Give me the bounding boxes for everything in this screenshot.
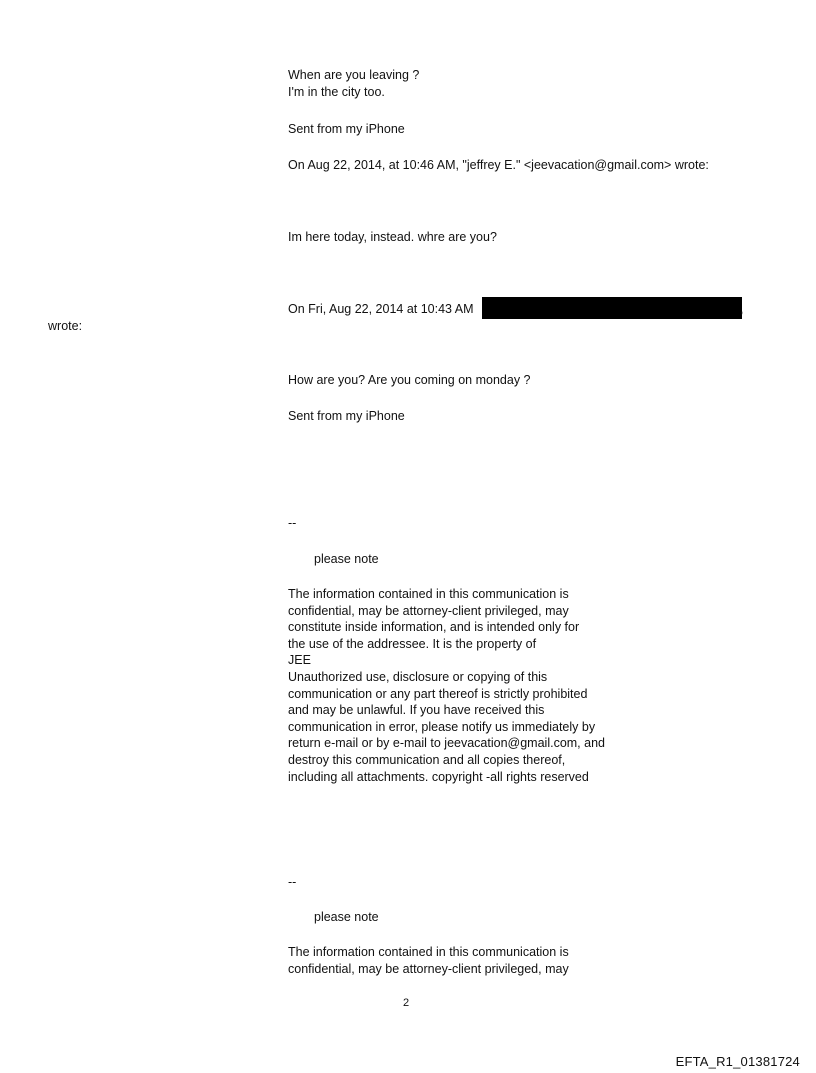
disclaimer-line: the use of the addressee. It is the property of: [288, 636, 537, 651]
disclaimer2-body: [288, 944, 668, 977]
reply-line-2: I'm in the city too.: [288, 85, 385, 99]
disclaimer-line: return e-mail or by e-mail to jeevacation@gmail.com, and: [288, 736, 605, 751]
disclaimer-line: confidential, may be attorney-client privileged, may: [288, 961, 569, 976]
disclaimer-line: and may be unlawful. If you have received this: [288, 703, 545, 718]
disclaimer-line: including all attachments. copyright -all rights reserved: [288, 769, 589, 784]
disclaimer2-note: please note: [314, 910, 379, 924]
redaction-block: [482, 297, 742, 319]
disclaimer1-separator: --: [288, 516, 297, 530]
disclaimer-line: constitute inside information, and is intended only for: [288, 620, 580, 635]
reply-line-1: When are you leaving ?: [288, 68, 420, 82]
disclaimer-line: destroy this communication and all copies thereof,: [288, 752, 566, 767]
disclaimer-line: confidential, may be attorney-client privileged, may: [288, 603, 569, 618]
disclaimer1-note: please note: [314, 552, 379, 566]
disclaimer-line: The information contained in this communication is: [288, 587, 569, 601]
disclaimer-line: JEE: [288, 653, 311, 668]
quote2-wrote: wrote:: [48, 319, 83, 333]
quote1-body: Im here today, instead. whre are you?: [288, 230, 497, 244]
quote2-body: How are you? Are you coming on monday ?: [288, 373, 531, 387]
reply-signature: Sent from my iPhone: [288, 122, 405, 136]
disclaimer2-separator: --: [288, 875, 297, 889]
disclaimer-line: Unauthorized use, disclosure or copying of this: [288, 669, 548, 684]
quote2-header-end: ,: [740, 302, 744, 316]
quote2-signature: Sent from my iPhone: [288, 409, 405, 423]
disclaimer-line: communication in error, please notify us immediately by: [288, 719, 596, 734]
quote2-header: On Fri, Aug 22, 2014 at 10:43 AM: [288, 302, 474, 316]
page-number: 2: [403, 997, 410, 1009]
disclaimer1-body: [288, 586, 668, 785]
disclaimer-line: The information contained in this communication is: [288, 945, 569, 959]
disclaimer-line: communication or any part thereof is strictly prohibited: [288, 686, 588, 701]
quote1-header: On Aug 22, 2014, at 10:46 AM, "jeffrey E." <jeevacation@gmail.com> wrote:: [288, 158, 709, 172]
document-id: EFTA_R1_01381724: [675, 1054, 800, 1069]
